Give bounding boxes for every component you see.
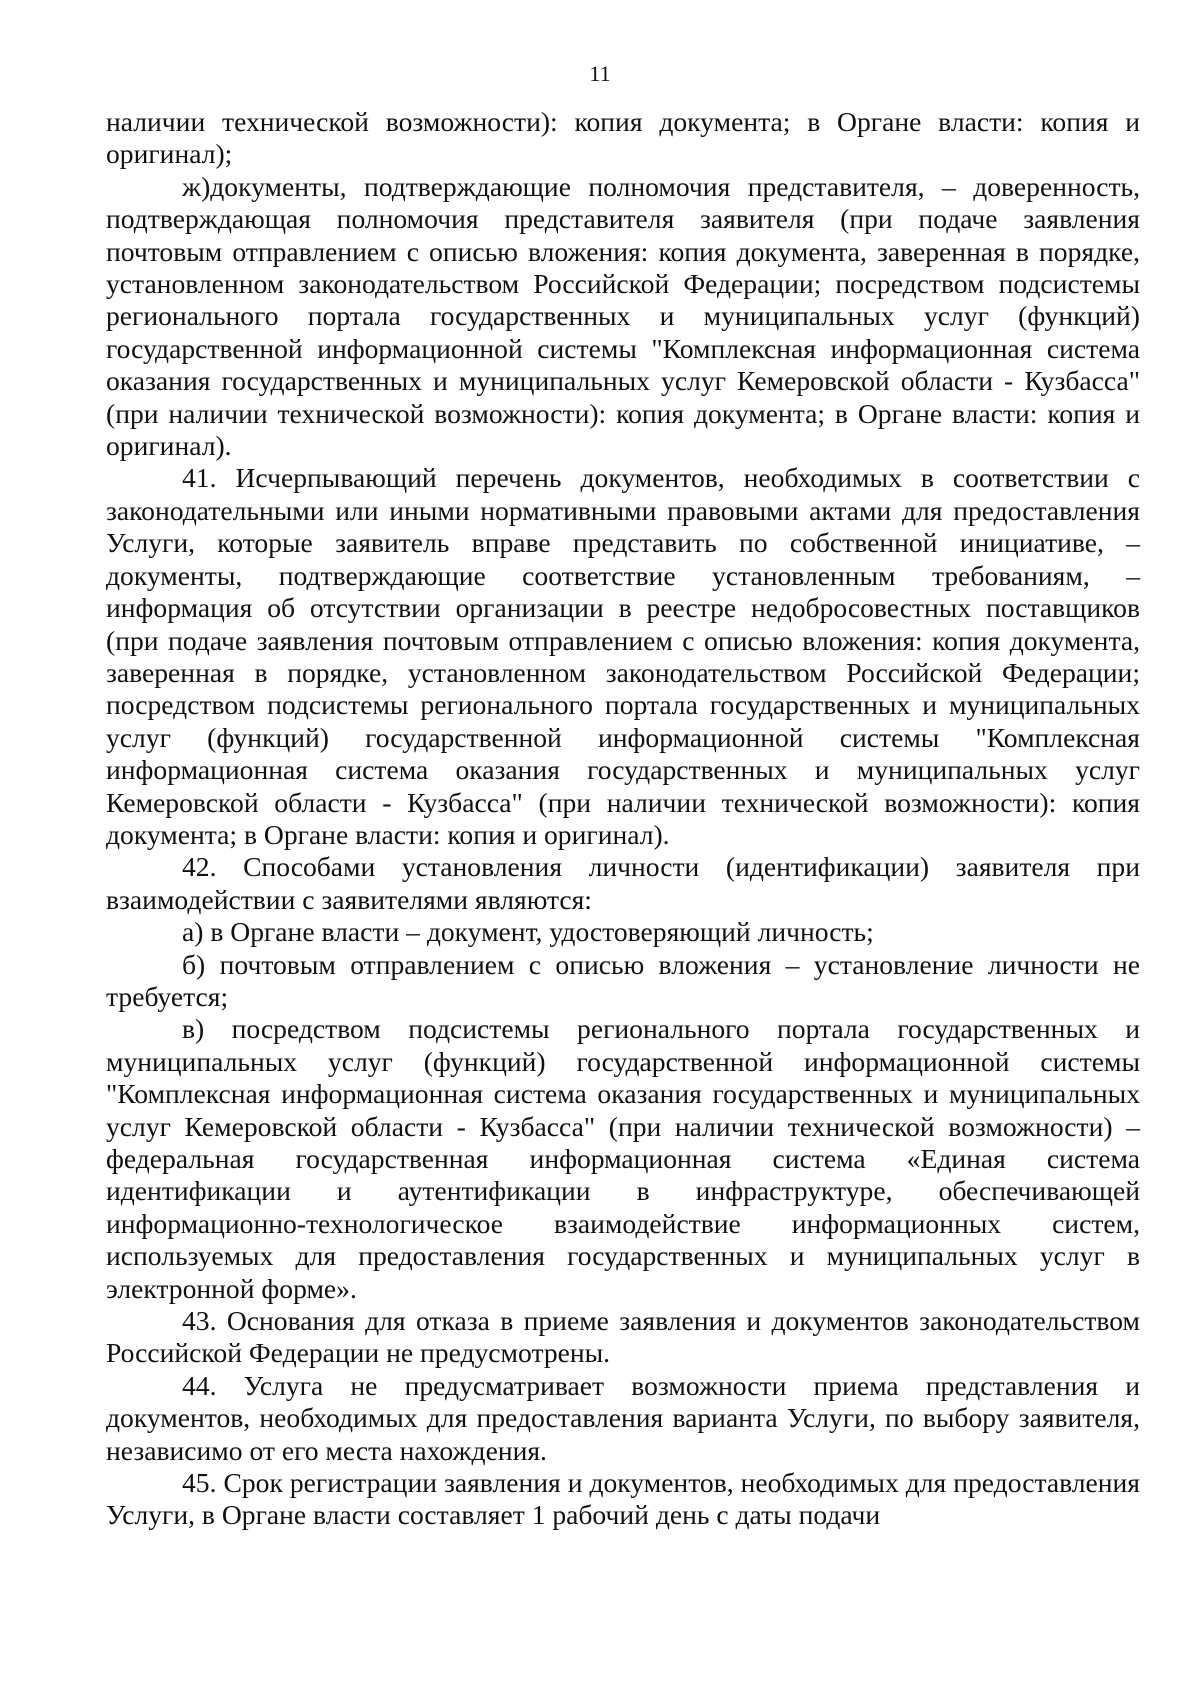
paragraph-continuation: наличии технической возможности): копия документа; в Органе власти: копия и оригинал);	[106, 106, 1140, 170]
paragraph-42: 42. Способами установления личности (идентификации) заявителя при взаимодействии с заявителями являются:	[106, 851, 1140, 915]
paragraph-item-zh: ж)документы, подтверждающие полномочия представителя, – доверенность, подтверждающая полномочия представителя заявителя (при подаче заявления почтовым отправлением с описью вложения: копия документа, заверенная в порядке, установленном законодательством Российской Федерации; посредством подсистемы регионального портала государственных и муниципальных услуг (функций) государственной информационной системы "Комплексная информационная система оказания государственных и муниципальных услуг Кемеровской области - Кузбасса" (при наличии технической возможности): копия документа; в Органе власти: копия и оригинал).	[106, 170, 1140, 462]
paragraph-45: 45. Срок регистрации заявления и документов, необходимых для предоставления Услуги, в Органе власти составляет 1 рабочий день с даты подачи	[106, 1467, 1140, 1531]
paragraph-42-b: б) почтовым отправлением с описью вложения – установление личности не требуется;	[106, 948, 1140, 1012]
paragraph-43: 43. Основания для отказа в приеме заявления и документов законодательством Российской Федерации не предусмотрены.	[106, 1305, 1140, 1369]
paragraph-41: 41. Исчерпывающий перечень документов, необходимых в соответствии с законодательными или иными нормативными правовыми актами для предоставления Услуги, которые заявитель вправе представить по собственной инициативе, – документы, подтверждающие соответствие установленным требованиям, – информация об отсутствии организации в реестре недобросовестных поставщиков (при подаче заявления почтовым отправлением с описью вложения: копия документа, заверенная в порядке, установленном законодательством Российской Федерации; посредством подсистемы регионального портала государственных и муниципальных услуг (функций) государственной информационной системы "Комплексная информационная система оказания государственных и муниципальных услуг Кемеровской области - Кузбасса" (при наличии технической возможности): копия документа; в Органе власти: копия и оригинал).	[106, 462, 1140, 850]
paragraph-42-v: в) посредством подсистемы регионального портала государственных и муниципальных услуг (функций) государственной информационной системы "Комплексная информационная система оказания государственных и муниципальных услуг Кемеровской области - Кузбасса" (при наличии технической возможности) – федеральная государственная информационная система «Единая система идентификации и аутентификации в инфраструктуре, обеспечивающей информационно-технологическое взаимодействие информационных систем, используемых для предоставления государственных и муниципальных услуг в электронной форме».	[106, 1013, 1140, 1304]
paragraph-42-a: а) в Органе власти – документ, удостоверяющий личность;	[182, 916, 874, 948]
page-number: 11	[589, 61, 611, 86]
paragraph-44: 44. Услуга не предусматривает возможности приема представления и документов, необходимых для предоставления варианта Услуги, по выбору заявителя, независимо от его места нахождения.	[106, 1369, 1140, 1466]
document-body	[106, 106, 1140, 1532]
